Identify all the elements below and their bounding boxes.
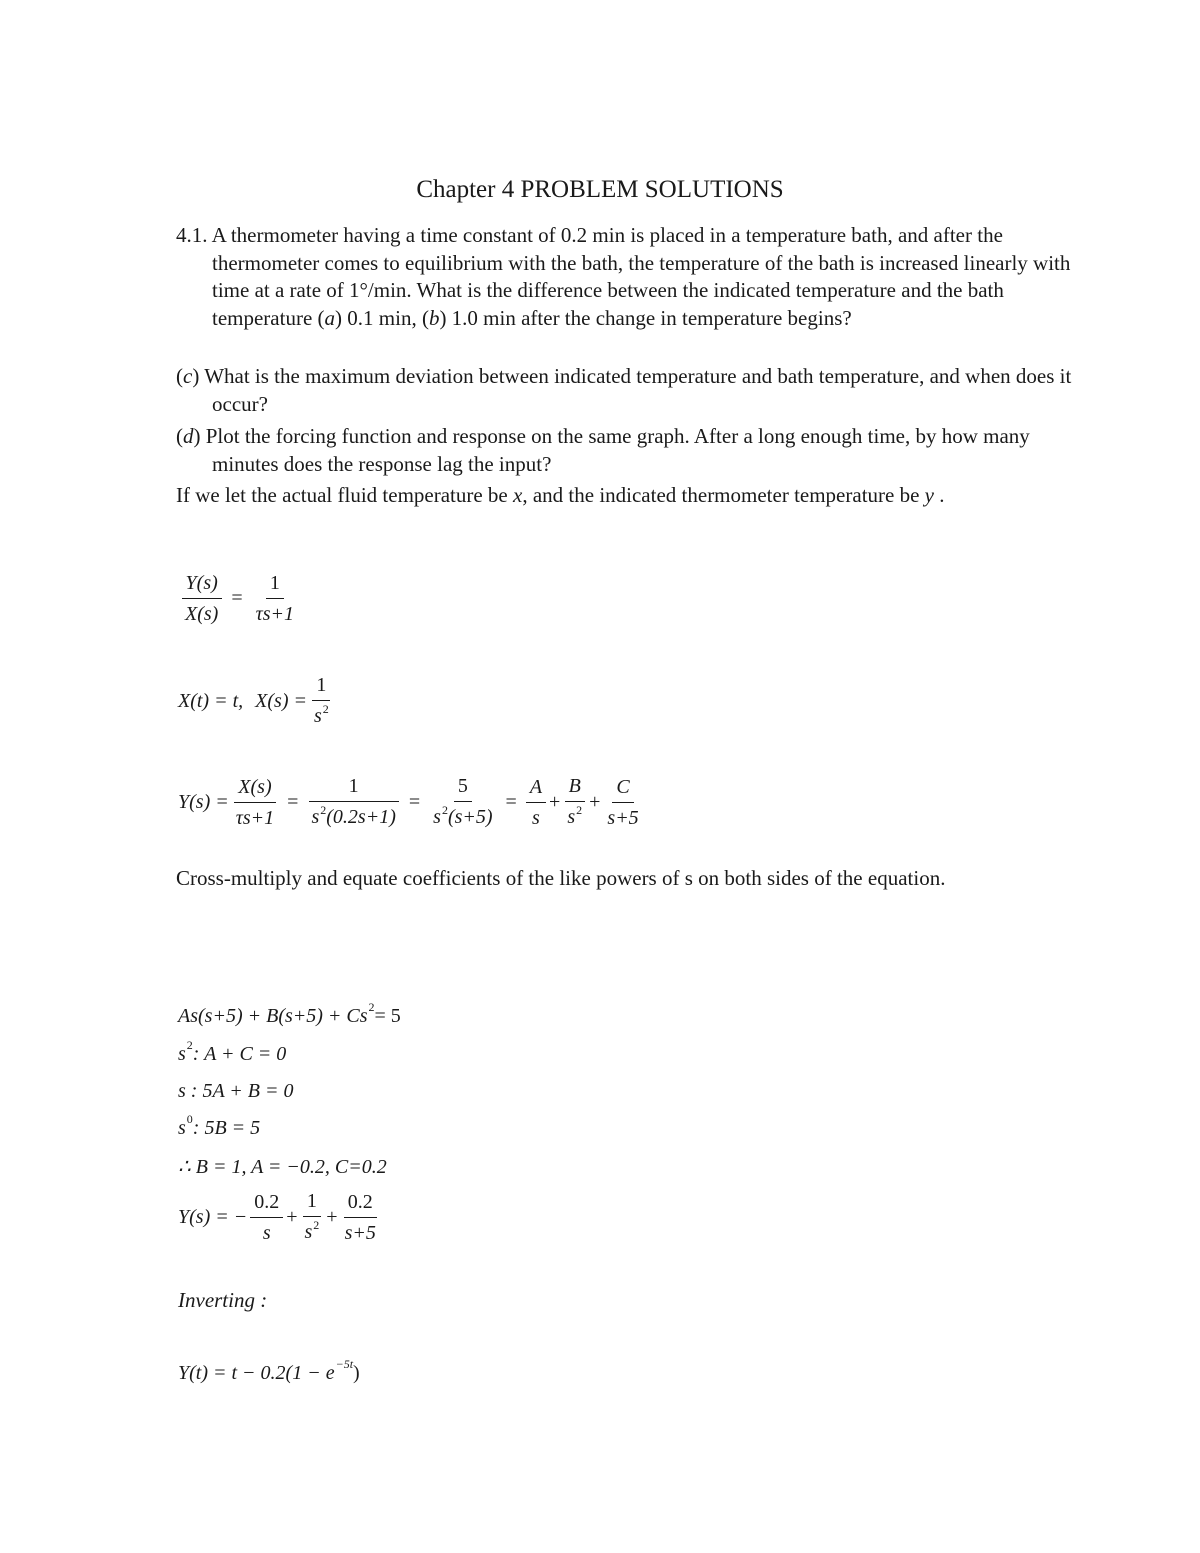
ys-f6-den: s+5: [607, 807, 639, 829]
ys-f2-den-term: (0.2s+1): [326, 806, 396, 828]
x-s-numerator: 1: [312, 672, 330, 701]
ys-f3-num: 5: [454, 773, 472, 802]
final-eq-body: Y(t) = t − 0.2(1 − e: [178, 1362, 335, 1384]
inverting-label: Inverting :: [178, 1288, 268, 1312]
coeff-eq-1-rhs: = 5: [374, 1005, 401, 1027]
tf-numerator: Y(s): [182, 570, 222, 599]
problem-text-2: ) 0.1 min, (: [335, 305, 429, 330]
var-x: x: [513, 483, 523, 507]
ys-lhs: Y(s) =: [178, 791, 229, 813]
setup-text-2: , and the indicated thermometer temperature be: [522, 483, 925, 507]
ys-f2-num: 1: [309, 773, 399, 802]
ys-pf-f2-den-var: s: [304, 1221, 313, 1243]
ys-fraction-5: [563, 773, 586, 832]
ys-f4-den: s: [532, 807, 540, 829]
ys-fraction-2: [307, 773, 399, 832]
ys-fraction-6: [603, 774, 642, 831]
coeff-eq-1-exp: 2: [368, 1000, 375, 1014]
coeff-eq-2-power: s: [178, 1043, 186, 1065]
transfer-function-eq: [178, 570, 301, 627]
plus-sign: +: [326, 1206, 338, 1228]
coeff-eq-2-body: : A + C = 0: [192, 1043, 287, 1065]
ys-pf-fraction-3: [341, 1189, 380, 1246]
plus-sign: +: [286, 1206, 298, 1228]
setup-text-1: If we let the actual fluid temperature be: [176, 483, 514, 507]
coeff-eq-4-exp: 0: [186, 1112, 193, 1126]
var-y: y: [924, 483, 934, 507]
part-d-open: (: [176, 424, 183, 448]
coeff-eq-3: [178, 1080, 294, 1103]
problem-part-c: [176, 363, 1072, 418]
tf-rhs-numerator: 1: [266, 570, 284, 599]
equals-sign: =: [287, 791, 299, 813]
coeff-eq-4-power: s: [178, 1117, 186, 1139]
ys-fraction-3: [429, 773, 496, 832]
tf-rhs-fraction: [252, 570, 298, 627]
part-c-open: (: [176, 364, 183, 388]
ys-fraction-1: [232, 774, 278, 831]
ys-fraction-4: [526, 774, 546, 831]
ys-expansion-eq: [178, 773, 646, 832]
x-s-fraction: [310, 672, 333, 731]
x-s-den-exp: 2: [322, 702, 329, 716]
ys-f5-num: B: [565, 773, 585, 802]
part-d-text: ) Plot the forcing function and response on the same graph. After a long enough time, by how many minutes does the response lag the input?: [193, 424, 1030, 476]
ys-f3-den-s: s: [433, 806, 441, 828]
cross-multiply-text: Cross-multiply and equate coefficients of the like powers of s on both sides of the equation.: [176, 866, 946, 890]
ys-pf-lhs: Y(s) = −: [178, 1206, 248, 1228]
ys-pf-f2-den: [301, 1217, 324, 1247]
ys-pf-f2-den-exp: 2: [313, 1218, 320, 1232]
ys-f4-num: A: [526, 774, 546, 803]
equals-sign: =: [408, 791, 421, 813]
ys-pf-f3-den: s+5: [344, 1222, 376, 1244]
setup-paragraph: [176, 482, 1036, 510]
part-b-label: b: [428, 305, 440, 330]
problem-statement: [176, 222, 1072, 332]
plus-sign: +: [589, 791, 601, 813]
tf-denominator: X(s): [185, 603, 219, 625]
tf-rhs-denominator: τs+1: [255, 603, 295, 625]
ys-f2-den: [307, 802, 399, 832]
final-eq-close: ): [353, 1362, 360, 1384]
ys-pf-f3-num: 0.2: [344, 1189, 377, 1218]
ys-f3-den: [429, 802, 496, 832]
part-d-label: d: [183, 424, 194, 448]
coeff-eq-1: [178, 1000, 401, 1028]
x-of-t: X(t) = t,: [178, 690, 244, 712]
ys-f5-den-var: s: [567, 806, 576, 828]
final-time-domain-eq: [178, 1357, 360, 1385]
ys-f5-den-exp: 2: [576, 803, 583, 817]
coeff-eq-2: [178, 1038, 287, 1066]
ys-f3-den-exp: 2: [441, 803, 448, 817]
problem-part-d: [176, 423, 1072, 478]
part-c-label: c: [183, 364, 193, 388]
ys-f1-den: τs+1: [235, 807, 275, 829]
ys-f2-den-s: s: [311, 806, 320, 828]
ys-pf-f2-num: 1: [303, 1188, 321, 1217]
ys-pf-fraction-1: [250, 1189, 283, 1246]
final-eq-exponent: −5t: [335, 1357, 354, 1371]
ys-f6-num: C: [612, 774, 633, 803]
problem-text-1: 4.1. A thermometer having a time constant of 0.2 min is placed in a temperature bath, and after the thermometer comes to equilibrium with the bath, the temperature of the bath is increased linearly with time at a rate of 1°/min. What is the difference between the indicated temperature and the bath temperature (: [176, 223, 1071, 330]
ys-f3-den-term: (s+5): [447, 806, 493, 828]
x-s-denominator: [310, 701, 333, 731]
coeff-solution-text: ∴ B = 1, A = −0.2, C=0.2: [178, 1156, 387, 1178]
plus-sign: +: [549, 791, 561, 813]
ys-pf-f1-num: 0.2: [250, 1189, 283, 1218]
x-s-den-var: s: [313, 705, 322, 727]
coeff-eq-1-lhs: As(s+5) + B(s+5) + Cs: [178, 1005, 368, 1027]
equals-sign: =: [505, 791, 517, 813]
ys-f1-num: X(s): [234, 774, 275, 803]
page-title: Chapter 4 PROBLEM SOLUTIONS: [416, 176, 784, 203]
problem-text-3: ) 1.0 min after the change in temperature begins?: [439, 305, 852, 330]
x-of-s: X(s) =: [255, 690, 307, 712]
setup-text-3: .: [934, 483, 945, 507]
coeff-eq-2-exp: 2: [186, 1038, 193, 1052]
coeff-eq-3-body: s : 5A + B = 0: [178, 1080, 294, 1102]
ys-f2-den-exp: 2: [320, 803, 327, 817]
ys-f5-den: [563, 802, 586, 832]
tf-lhs-fraction: [181, 570, 222, 627]
coeff-eq-4-body: : 5B = 5: [192, 1117, 261, 1139]
ys-pf-fraction-2: [301, 1188, 324, 1247]
ys-pf-f1-den: s: [262, 1222, 271, 1244]
coeff-solution: [178, 1154, 387, 1179]
ys-partial-fraction-eq: [178, 1188, 383, 1247]
coeff-eq-4: [178, 1112, 261, 1140]
part-a-label: a: [324, 305, 336, 330]
equals-sign: =: [231, 587, 243, 609]
part-c-text: ) What is the maximum deviation between indicated temperature and bath temperature, and when does it occur?: [192, 364, 1072, 416]
input-ramp-eq: [178, 672, 336, 731]
